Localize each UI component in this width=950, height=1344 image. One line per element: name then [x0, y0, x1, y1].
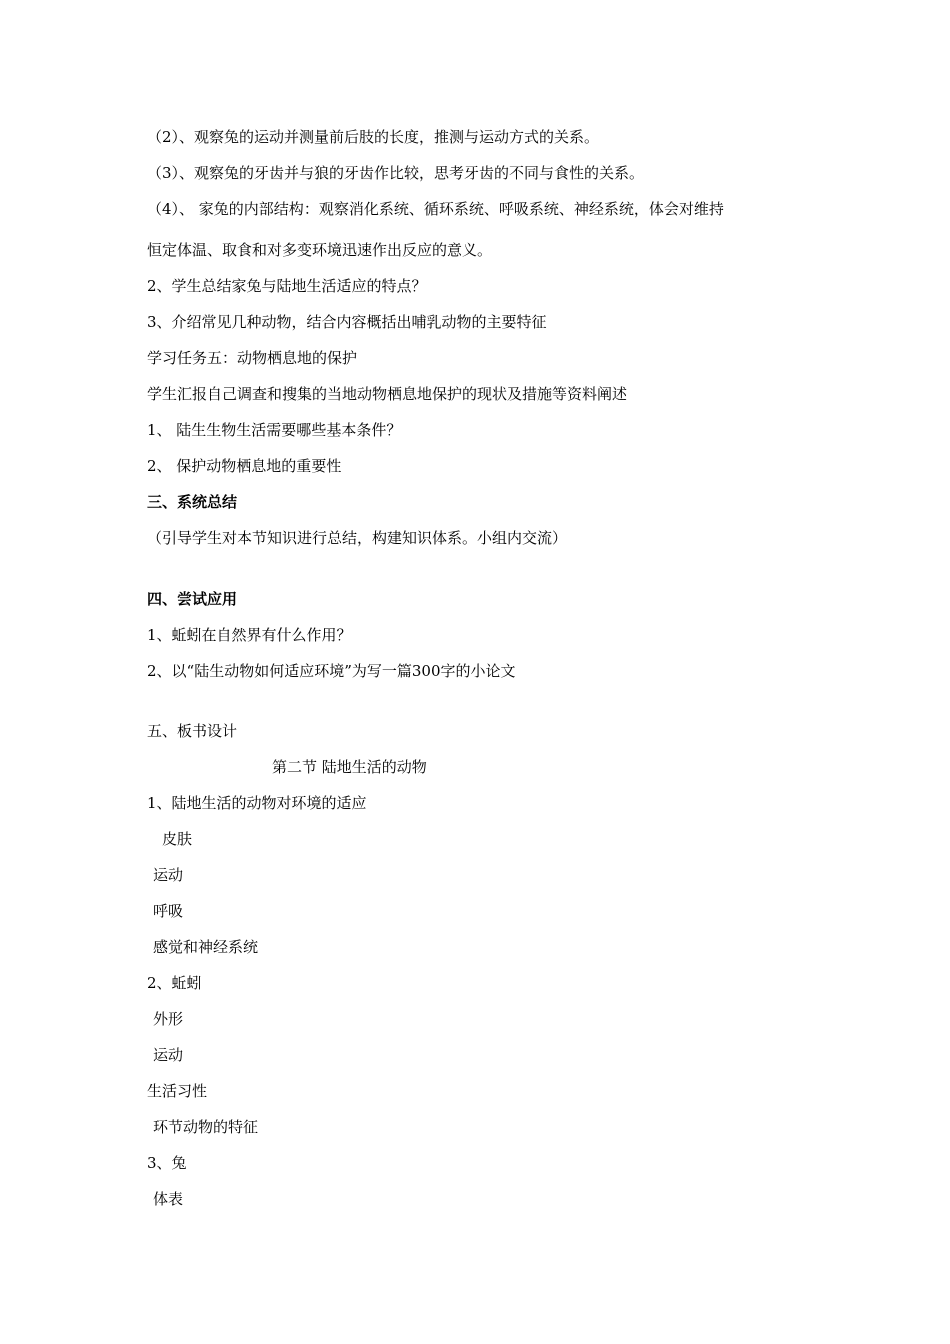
- section-five-heading: 五、板书设计: [147, 722, 238, 740]
- habitat-importance-line: 2、 保护动物栖息地的重要性: [147, 457, 342, 475]
- essay-assignment-line: 2、以“陆生动物如何适应环境”为写一篇300字的小论文: [147, 662, 516, 680]
- board-subitem-movement: 运动: [153, 866, 184, 884]
- board-subitem-body-surface: 体表: [153, 1190, 184, 1208]
- board-subitem-nervous-system: 感觉和神经系统: [153, 938, 259, 956]
- observe-rabbit-movement-line: （2）、观察兔的运动并测量前后肢的长度，推测与运动方式的关系。: [147, 128, 600, 146]
- section-three-heading: 三、系统总结: [147, 493, 238, 511]
- board-subitem-habits: 生活习性: [147, 1082, 208, 1100]
- board-subitem-respiration: 呼吸: [153, 902, 184, 920]
- observe-rabbit-teeth-line: （3）、观察兔的牙齿并与狼的牙齿作比较，思考牙齿的不同与食性的关系。: [147, 164, 645, 182]
- student-summary-rabbit-line: 2、学生总结家兔与陆地生活适应的特点？: [147, 277, 427, 295]
- board-item-land-adaptation: 1、陆地生活的动物对环境的适应: [147, 794, 367, 812]
- student-report-line: 学生汇报自己调查和搜集的当地动物栖息地保护的现状及措施等资料阐述: [147, 385, 628, 403]
- board-subitem-earthworm-movement: 运动: [153, 1046, 184, 1064]
- summary-guidance-line: （引导学生对本节知识进行总结，构建知识体系。小组内交流）: [147, 529, 568, 547]
- learning-task-five-heading: 学习任务五：动物栖息地的保护: [147, 349, 358, 367]
- board-subitem-appearance: 外形: [153, 1010, 184, 1028]
- rabbit-internal-structure-line: （4）、 家兔的内部结构：观察消化系统、循环系统、呼吸系统、神经系统，体会对维持: [147, 200, 724, 218]
- board-subitem-skin: 皮肤: [162, 830, 193, 848]
- board-subitem-annelid-features: 环节动物的特征: [153, 1118, 259, 1136]
- board-item-rabbit: 3、兔: [147, 1154, 187, 1172]
- earthworm-role-question: 1、蚯蚓在自然界有什么作用？: [147, 626, 352, 644]
- mammal-features-line: 3、介绍常见几种动物，结合内容概括出哺乳动物的主要特征: [147, 313, 547, 331]
- land-life-conditions-question: 1、 陆生生物生活需要哪些基本条件？: [147, 421, 402, 439]
- board-item-earthworm: 2、蚯蚓: [147, 974, 202, 992]
- section-four-heading: 四、尝试应用: [147, 590, 238, 608]
- rabbit-internal-structure-continued: 恒定体温、取食和对多变环境迅速作出反应的意义。: [147, 241, 493, 259]
- board-design-title: 第二节 陆地生活的动物: [272, 758, 427, 776]
